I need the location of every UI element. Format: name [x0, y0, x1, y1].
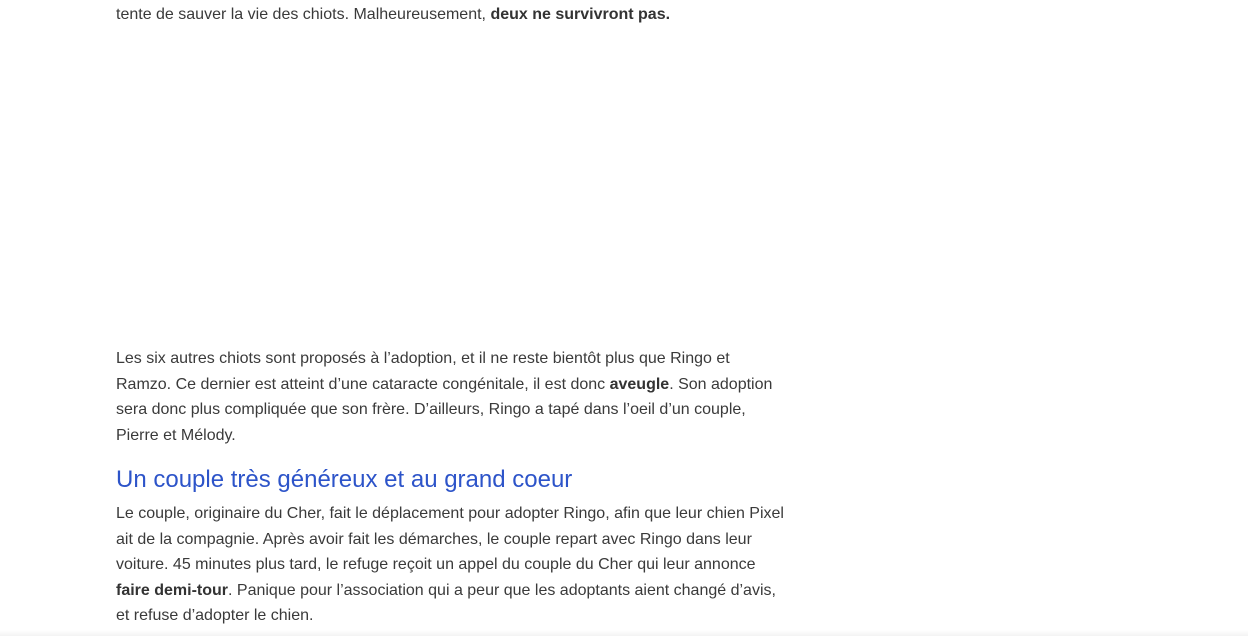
couple-bold-demi-tour: faire demi-tour: [116, 581, 229, 599]
bottom-edge-shadow: [0, 630, 1248, 636]
intro-bold-text: deux ne survivront pas.: [490, 6, 671, 23]
couple-line-4: [116, 578, 834, 604]
adoption-line-2: [116, 372, 828, 398]
intro-text: tente de sauver la vie des chiots. Malheureusement,: [116, 6, 491, 23]
adoption-line-1: Les six autres chiots sont proposés à l’adoption, et il ne reste bientôt plus que Ringo et: [116, 350, 730, 367]
couple-line-1: Le couple, originaire du Cher, fait le déplacement pour adopter Ringo, afin que leur chien Pixel: [116, 505, 784, 522]
adoption-line-4: Pierre et Mélody.: [116, 426, 236, 444]
adoption-bold-aveugle: aveugle: [609, 375, 670, 393]
couple-line-4-end: . Panique pour l’association qui a peur que les adoptants aient changé d’avis,: [228, 581, 776, 599]
adoption-line-2-end: . Son adoption: [669, 375, 773, 393]
couple-line-3: voiture. 45 minutes plus tard, le refuge reçoit un appel du couple du Cher qui leur annonce: [116, 556, 756, 573]
embedded-media-placeholder: [116, 34, 836, 334]
adoption-line-3: sera donc plus compliquée que son frère. D’ailleurs, Ringo a tapé dans l’oeil d’un couple,: [116, 401, 746, 418]
couple-line-2: ait de la compagnie. Après avoir fait les démarches, le couple repart avec Ringo dans leur: [116, 530, 752, 548]
adoption-paragraph: [116, 346, 828, 448]
adoption-line-2-start: Ramzo. Ce dernier est atteint d’une cataracte congénitale, il est donc: [116, 375, 610, 393]
couple-paragraph: [116, 501, 834, 629]
intro-paragraph: [116, 2, 670, 28]
section-heading: Un couple très généreux et au grand coeur: [116, 466, 573, 493]
couple-line-5: et refuse d’adopter le chien.: [116, 607, 314, 624]
